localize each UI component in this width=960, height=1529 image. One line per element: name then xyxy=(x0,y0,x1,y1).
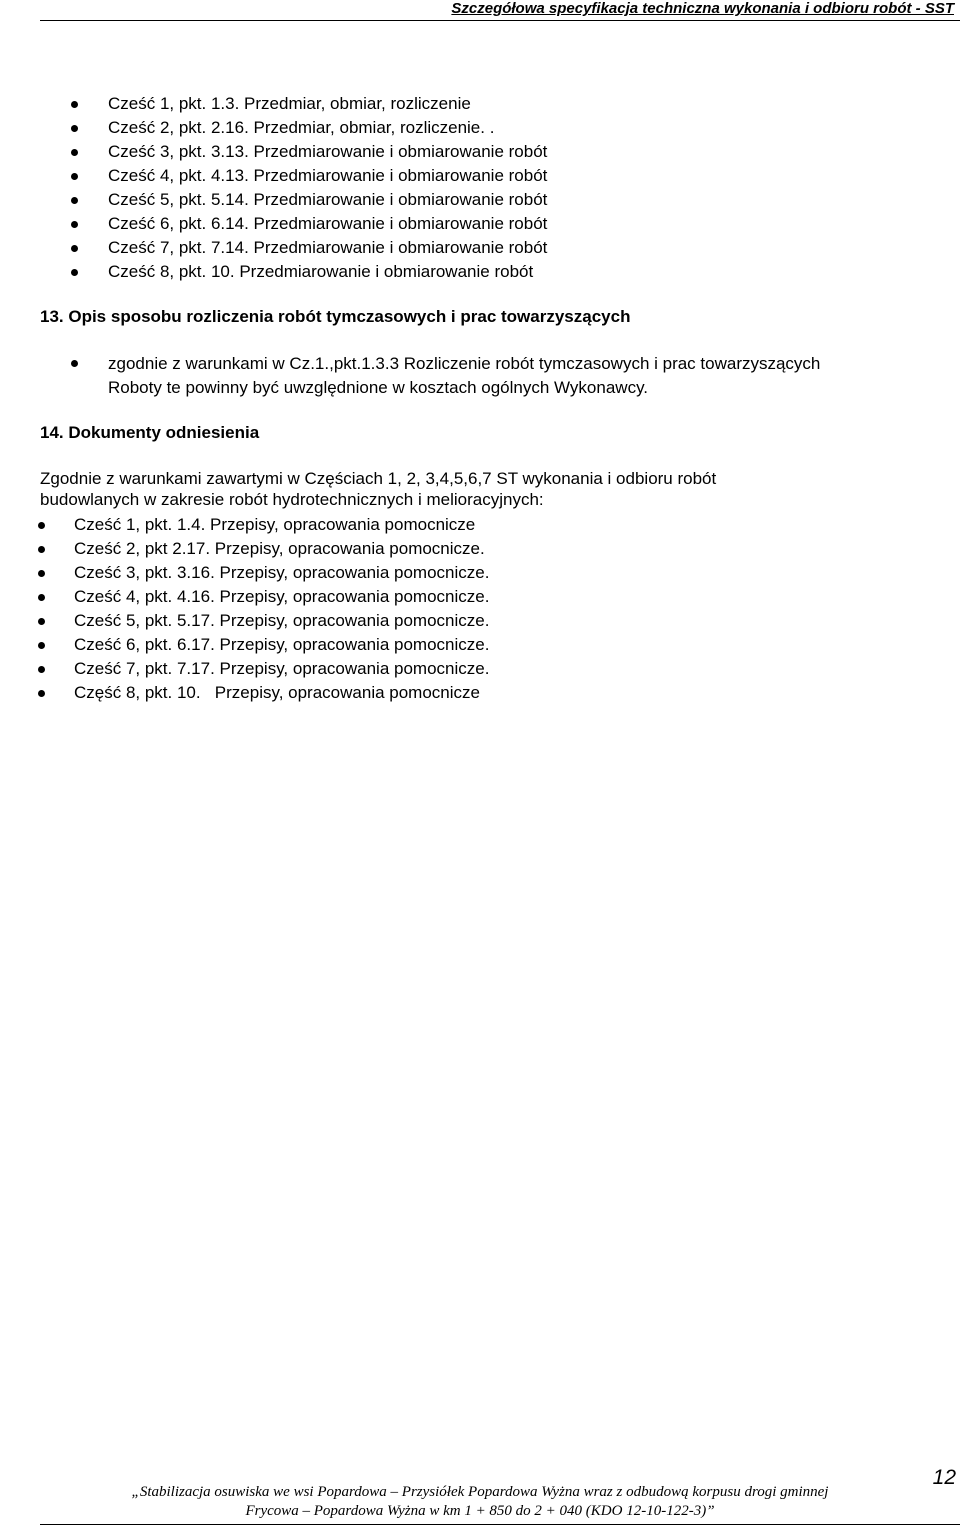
list-item: Cześć 6, pkt. 6.14. Przedmiarowanie i obmiarowanie robót xyxy=(108,212,547,236)
footer-line-1: „Stabilizacja osuwiska we wsi Popardowa – Przysiółek Popardowa Wyżna wraz z odbudową korpusu drogi gminnej xyxy=(131,1484,829,1500)
bullet-icon xyxy=(71,101,78,108)
page-number: 12 xyxy=(932,1466,956,1489)
list-item: Cześć 7, pkt. 7.14. Przedmiarowanie i obmiarowanie robót xyxy=(108,236,547,260)
bullet-icon xyxy=(71,360,78,367)
bullet-icon xyxy=(71,125,78,132)
list-item: Cześć 2, pkt 2.17. Przepisy, opracowania pomocnicze. xyxy=(74,537,489,561)
list-item: zgodnie z warunkami w Cz.1.,pkt.1.3.3 Rozliczenie robót tymczasowych i prac towarzyszących xyxy=(108,352,820,376)
list-item: Część 8, pkt. 10. Przepisy, opracowania pomocnicze xyxy=(74,681,489,705)
bullet-icon xyxy=(71,221,78,228)
bullet-icon xyxy=(38,690,45,697)
list-item: Cześć 1, pkt. 1.4. Przepisy, opracowania pomocnicze xyxy=(74,513,489,537)
bullet-icon xyxy=(71,173,78,180)
section-14-list xyxy=(74,513,489,705)
section-13-list xyxy=(108,352,820,400)
list-item: Cześć 6, pkt. 6.17. Przepisy, opracowania pomocnicze. xyxy=(74,633,489,657)
bullet-icon xyxy=(38,642,45,649)
list-item: Cześć 2, pkt. 2.16. Przedmiar, obmiar, rozliczenie. . xyxy=(108,116,547,140)
list-item: Cześć 5, pkt. 5.17. Przepisy, opracowania pomocnicze. xyxy=(74,609,489,633)
list-item: Cześć 8, pkt. 10. Przedmiarowanie i obmiarowanie robót xyxy=(108,260,547,284)
bullet-icon xyxy=(71,149,78,156)
bullet-icon xyxy=(71,245,78,252)
list-item: Cześć 3, pkt. 3.16. Przepisy, opracowania pomocnicze. xyxy=(74,561,489,585)
bullet-icon xyxy=(38,594,45,601)
footer-line-2: Frycowa – Popardowa Wyżna w km 1 + 850 do 2 + 040 (KDO 12-10-122-3)” xyxy=(245,1503,715,1519)
list-item: Cześć 5, pkt. 5.14. Przedmiarowanie i obmiarowanie robót xyxy=(108,188,547,212)
list-item: Cześć 3, pkt. 3.13. Przedmiarowanie i obmiarowanie robót xyxy=(108,140,547,164)
list-item: Cześć 4, pkt. 4.16. Przepisy, opracowania pomocnicze. xyxy=(74,585,489,609)
bullet-icon xyxy=(38,666,45,673)
bullet-icon xyxy=(38,522,45,529)
header-divider xyxy=(40,20,960,21)
top-bullet-list xyxy=(108,92,547,284)
section-14-intro-line2: budowlanych w zakresie robót hydrotechnicznych i melioracyjnych: xyxy=(40,490,544,509)
footer-divider xyxy=(40,1524,960,1525)
bullet-icon xyxy=(38,570,45,577)
bullet-icon xyxy=(71,269,78,276)
list-item: Cześć 4, pkt. 4.13. Przedmiarowanie i obmiarowanie robót xyxy=(108,164,547,188)
section-13-heading: 13. Opis sposobu rozliczenia robót tymczasowych i prac towarzyszących xyxy=(40,307,631,326)
list-item: Cześć 1, pkt. 1.3. Przedmiar, obmiar, rozliczenie xyxy=(108,92,547,116)
bullet-icon xyxy=(38,618,45,625)
list-item-continuation: Roboty te powinny być uwzględnione w kosztach ogólnych Wykonawcy. xyxy=(108,378,649,397)
section-14-intro-line1: Zgodnie z warunkami zawartymi w Częściach 1, 2, 3,4,5,6,7 ST wykonania i odbioru robót xyxy=(40,469,717,488)
document-header-title: Szczegółowa specyfikacja techniczna wykonania i odbioru robót - SST xyxy=(451,0,954,17)
bullet-icon xyxy=(71,197,78,204)
bullet-icon xyxy=(38,546,45,553)
list-item: Cześć 7, pkt. 7.17. Przepisy, opracowania pomocnicze. xyxy=(74,657,489,681)
section-14-heading: 14. Dokumenty odniesienia xyxy=(40,423,260,442)
